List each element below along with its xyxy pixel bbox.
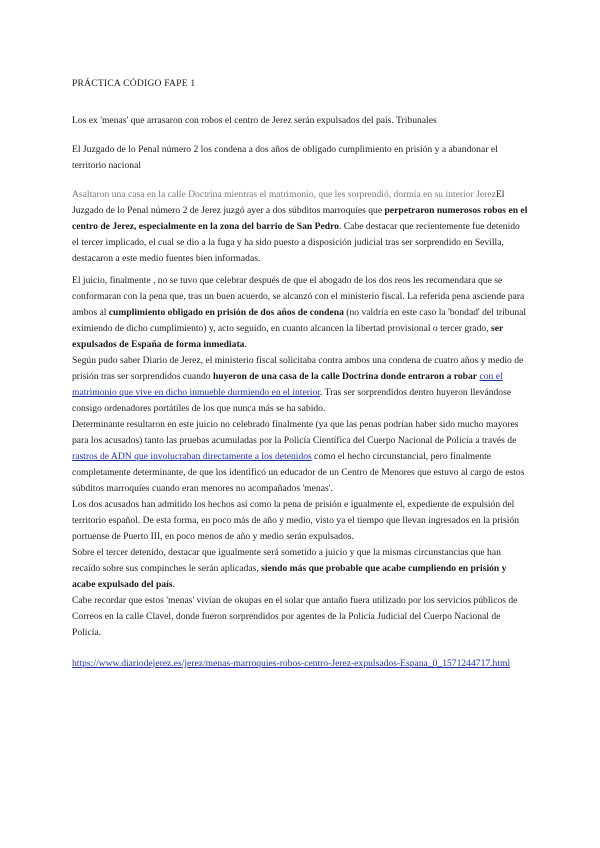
paragraph-3-text-b: . Tras ser sorprendidos dentro huyeron llevándose consigo ordenadores portátiles de los que nunca más se ha sabido. <box>72 387 512 414</box>
paragraph-1-text-b: . Cabe destacar que recientemente fue detenido el tercer implicado, el cual se dio a la fuga y ha sido puesto a disposición judicial tras ser sorprendido en Sevilla, destacaron a este medio fuentes bien informadas. <box>72 221 520 264</box>
paragraph-2 <box>72 273 528 353</box>
article-lead: El Juzgado de lo Penal número 2 los condena a dos años de obligado cumplimiento en prisión y a abandonar el territorio nacional <box>72 144 498 171</box>
paragraph-2-bold-b: ser expulsados de España de forma inmediata <box>72 323 504 350</box>
paragraph-1 <box>72 187 528 267</box>
paragraph-2-bold-a: cumplimiento obligado en prisión de dos años de condena <box>108 307 344 318</box>
source-url-link[interactable]: https://www.diariodejerez.es/jerez/menas-marroquies-robos-centro-Jerez-expulsados-Espana_0_1571244717.html <box>72 658 511 669</box>
paragraph-4-text-b: como el hecho circunstancial, pero finalmente completamente determinante, de que los identificó un educador de un Centro de Menores que estuvo al cargo de estos súbditos marroquíes cuando eran menores no acompañados 'menas'. <box>72 451 525 494</box>
paragraph-4 <box>72 417 528 497</box>
paragraph-3-link[interactable]: con el matrimonio que vive en dicho inmueble durmiendo en el interior <box>72 371 503 398</box>
source-url <box>72 656 528 672</box>
document-title: PRÁCTICA CÓDIGO FAPE 1 <box>72 78 196 89</box>
paragraph-3-text-a: Según pudo saber Diario de Jerez, el ministerio fiscal solicitaba contra ambos una condena de cuatro años y medio de prisión tras ser sorprendidos cuando <box>72 355 524 382</box>
paragraph-5: Los dos acusados han admitido los hechos así como la pena de prisión e igualmente el, expediente de expulsión del territorio español. De esta forma, en poco más de año y medio, visto ya el tiempo que llevan ingresados en la prisión portuense de Puerto III, en poco menos de año y medio serán expulsados. <box>72 499 520 542</box>
paragraph-4-link[interactable]: rastros de ADN que involucraban directamente a los detenidos <box>72 451 312 462</box>
paragraph-2-text-b: (no valdría en este caso la 'bondad' del tribunal eximiendo de dicho cumplimiento) y, acto seguido, en cuanto alcancen la libertad provisional o tercer grado, <box>72 307 527 334</box>
paragraph-2-text-a: El juicio, finalmente , no se tuvo que celebrar después de que el abogado de los dos reos les recomendara que se conformaran con la pena que, tras un buen acuerdo, se alcanzó con el ministerio fiscal. La referida pena asciende para ambos al <box>72 275 525 318</box>
paragraph-3 <box>72 353 528 417</box>
paragraph-4-text-a: Determinante resultaron en este juicio no celebrado finalmente (ya que las penas podrían haber sido mucho mayores para los acusados) tanto las pruebas acumuladas por la Policía Científica del Cuerpo Nacional de Policía a través de <box>72 419 519 446</box>
paragraph-6 <box>72 545 528 593</box>
paragraph-1-text-a: El Juzgado de lo Penal número 2 de Jerez juzgó ayer a dos súbditos marroquíes que <box>72 189 505 216</box>
paragraph-2-text-c: . <box>244 339 247 350</box>
paragraph-3-bold: huyeron de una casa de la calle Doctrina donde entraron a robar <box>212 371 478 382</box>
paragraph-7: Cabe recordar que estos 'menas' vivían de okupas en el solar que antaño fuera utilizado por los servicios públicos de Correos en la calle Clavel, donde fueron sorprendidos por agentes de la Policía Judicial del Cuerpo Nacional de Policía. <box>72 595 518 638</box>
paragraph-6-text-a: Sobre el tercer detenido, destacar que igualmente será sometido a juicio y que la mismas circunstancias que han recaído sobre sus compinches le serán aplicadas, <box>72 547 501 574</box>
caption-text: Asaltaron una casa en la calle Doctrina mientras el matrimonio, que les sorprendió, dormía en su interior Jerez <box>72 189 496 200</box>
paragraph-6-bold: siendo más que probable que acabe cumpliendo en prisión y acabe expulsado del país <box>72 563 507 590</box>
paragraph-6-text-b: . <box>172 579 175 590</box>
article-headline: Los ex 'menas' que arrasaron con robos el centro de Jerez serán expulsados del país. Tribunales <box>72 115 437 126</box>
paragraph-1-bold: perpetraron numerosos robos en el centro de Jerez, especialmente en la zona del barrio de San Pedro <box>72 205 528 232</box>
